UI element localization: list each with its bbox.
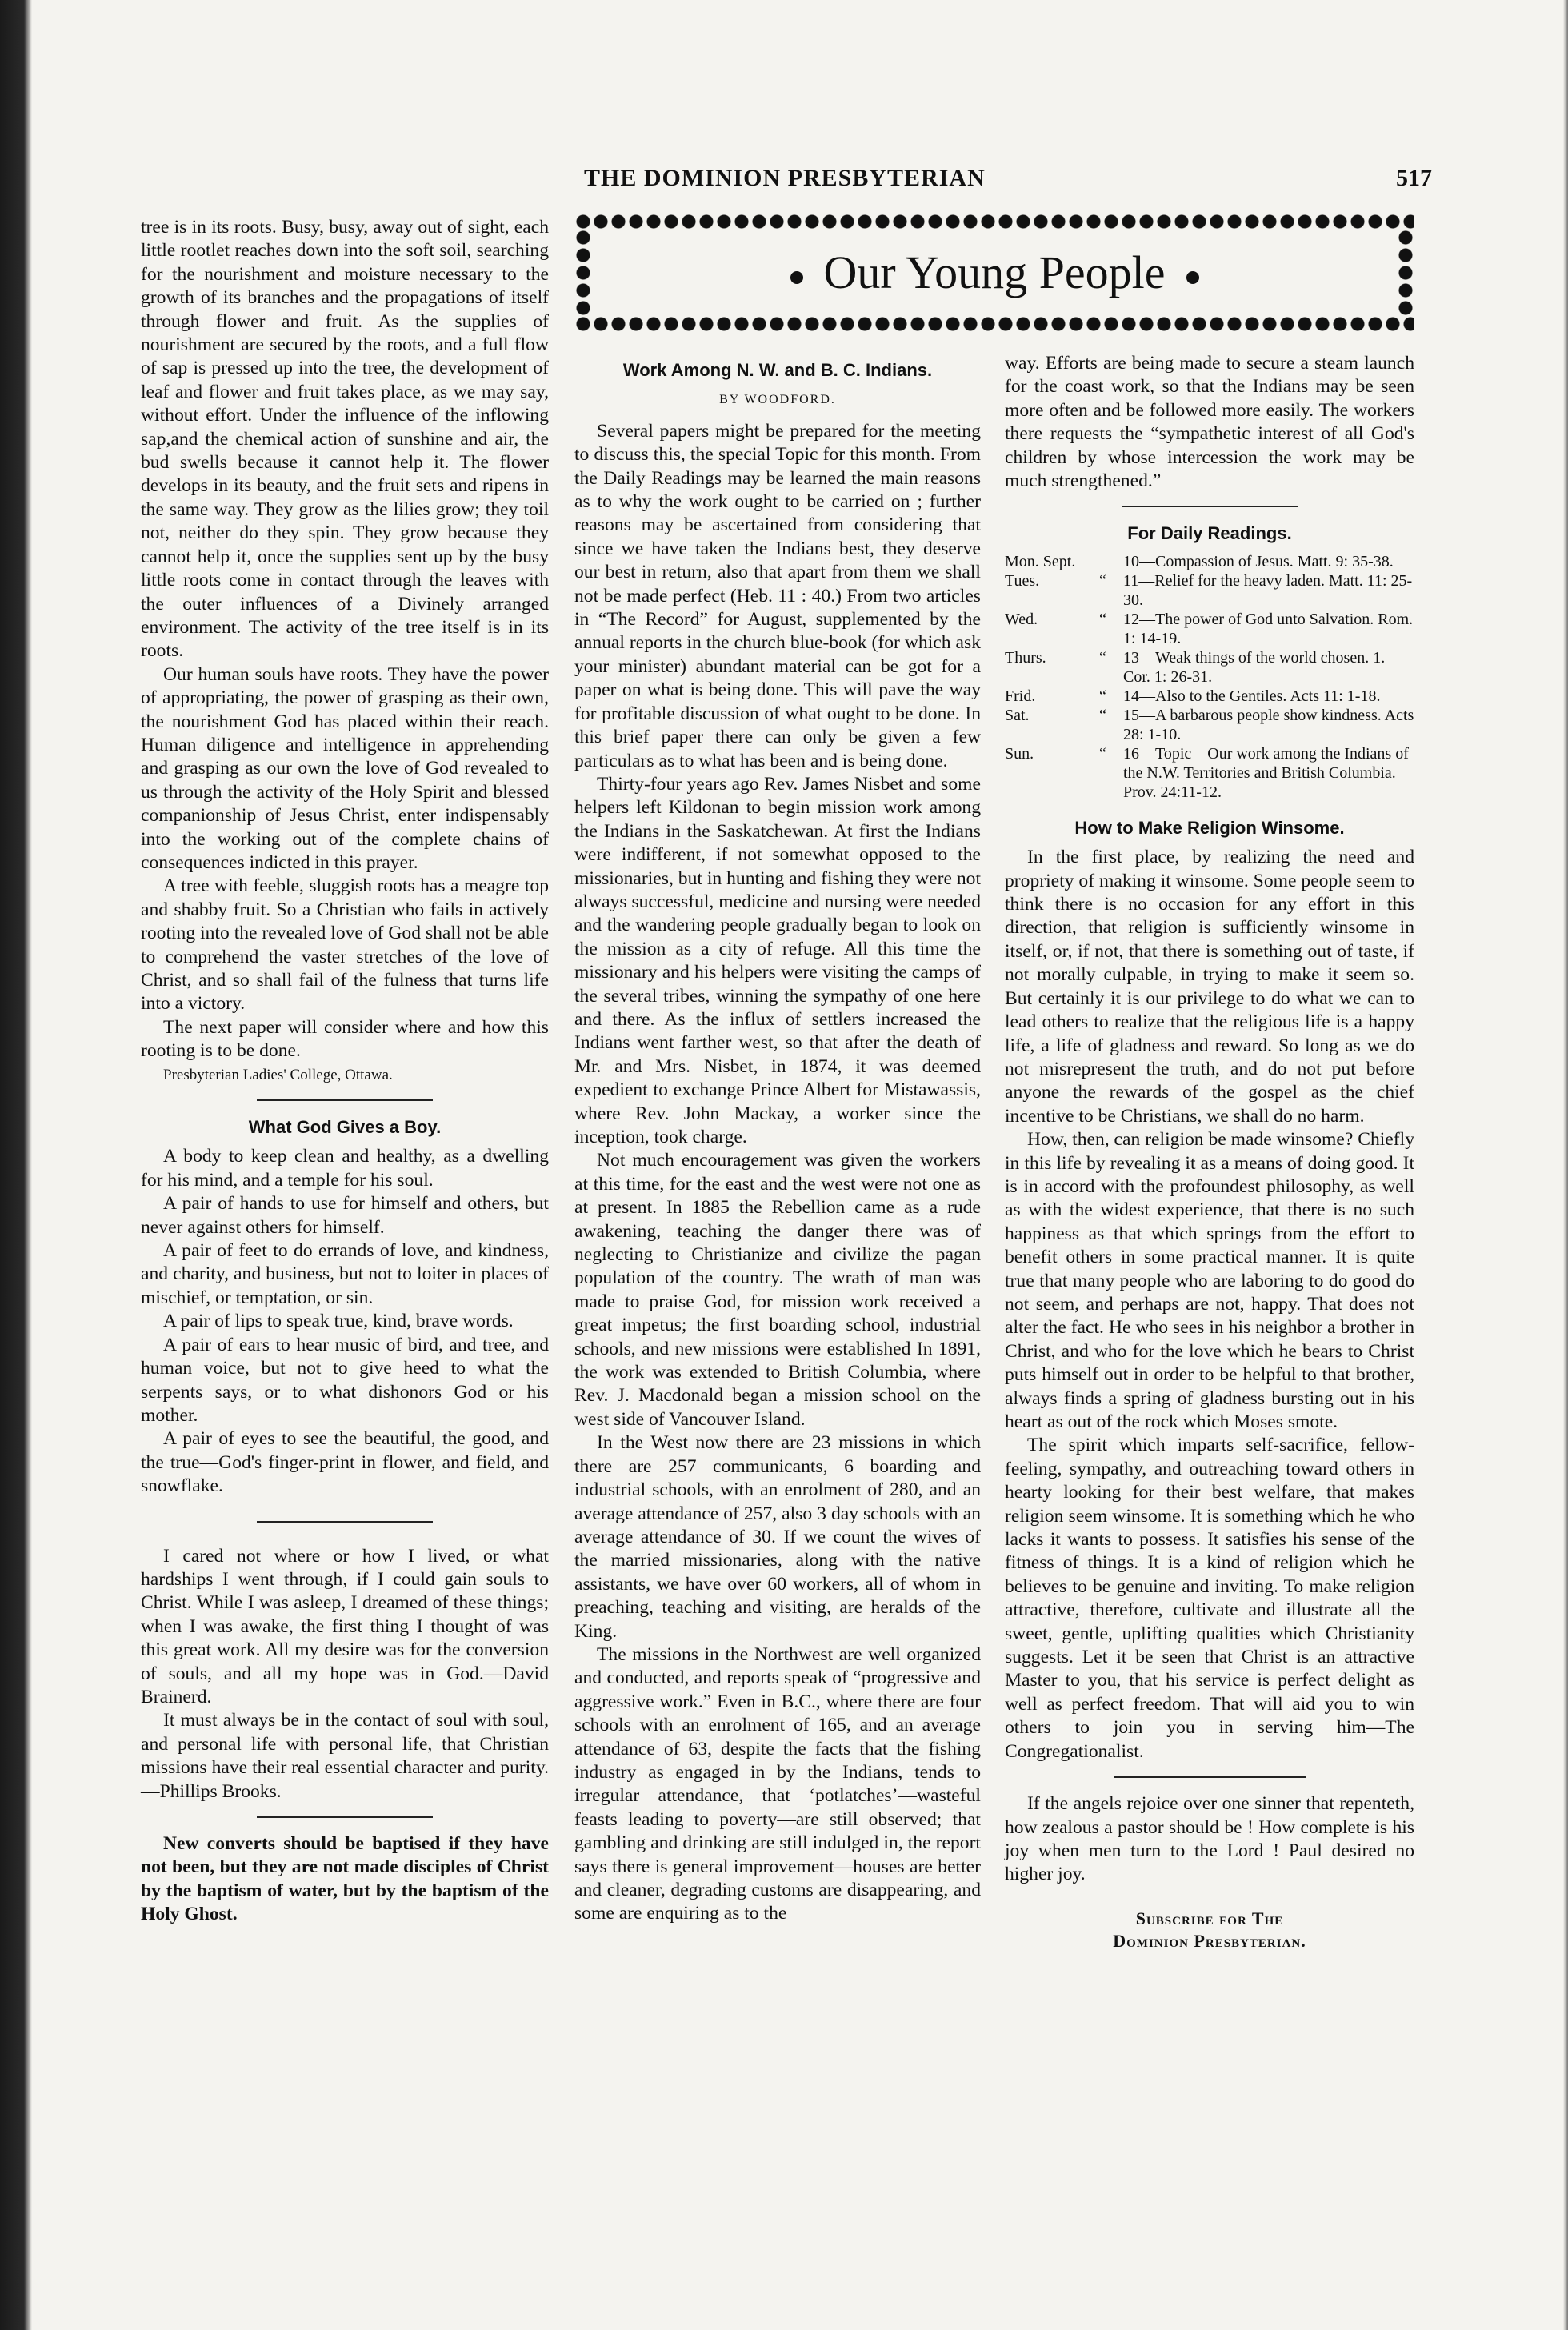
poem-line: A body to keep clean and healthy, as a dwelling for his mind, and a temple for his soul. xyxy=(141,1146,549,1191)
reading-text: 10—Compassion of Jesus. Matt. 9: 35-38. xyxy=(1123,552,1394,570)
page-header xyxy=(136,165,1432,205)
poem-line: A pair of eyes to see the beautiful, the good, and the true—God's finger-print in flower, and field, and snowflake. xyxy=(141,1428,549,1497)
reading-row xyxy=(1005,610,1414,648)
subscribe-notice xyxy=(1005,1908,1414,1952)
quote: I cared not where or how I lived, or what hardships I went through, if I could gain souls to Christ. While I was asleep, I dreamed of these things; when I was awake, the first thing I thought of was this great work. All my desire was for the conversion of souls, and all my hope was in God.—David Brainerd. xyxy=(141,1545,549,1707)
paragraph: The missions in the Northwest are well organized and conducted, and reports speak of “progressive and aggressive work.” Even in B.C., where there are four schools with an enrolment of 165, and an average attendance of 63, despite the facts that the fishing industry as engaged in by the Indians, tends to irregular attendance, that ‘potlatches’—wasteful feasts leading to poverty—are still observed; that gambling and drinking are still indulged in, the report says there is general improvement—houses are better and cleaner, degrading customs are disappearing, and some are enquiring as to the xyxy=(574,1643,981,1924)
section-banner xyxy=(574,213,1414,333)
reading-row xyxy=(1005,648,1414,687)
reading-day: Sun. xyxy=(1005,744,1034,763)
running-title: THE DOMINION PRESBYTERIAN xyxy=(584,165,986,191)
column-right xyxy=(1005,352,1414,1952)
reading-text: 15—A barbarous people show kindness. Acts 28: 1-10. xyxy=(1123,706,1414,743)
reading-ditto: “ xyxy=(1099,610,1106,628)
paragraph: A tree with feeble, sluggish roots has a meagre top and shabby fruit. So a Christian who fails in actively rooting into the revealed love of God shall not be able to comprehend the vaster stretches of the love of Christ, and so shall fail of the fulness that turns life into a victory. xyxy=(141,875,549,1015)
poem-title: What God Gives a Boy. xyxy=(248,1117,442,1138)
subscribe-line: Subscribe for The xyxy=(1135,1908,1284,1928)
readings-title: For Daily Readings. xyxy=(1127,523,1292,544)
reading-ditto: “ xyxy=(1099,687,1106,705)
poem-line: A pair of lips to speak true, kind, brave words. xyxy=(163,1311,514,1332)
divider xyxy=(257,1816,433,1818)
divider xyxy=(1122,506,1298,507)
poem-line: A pair of feet to do errands of love, and kindness, and charity, and business, but not to loiter in places of mischief, or temptation, or sin. xyxy=(141,1240,549,1308)
religion-title: How to Make Religion Winsome. xyxy=(1074,817,1345,838)
reading-day: Tues. xyxy=(1005,571,1040,590)
paragraph: In the West now there are 23 missions in which there are 257 communicants, 6 boarding and industrial schools, with an enrolment of 280, and an average attendance of 257, also 3 day schools with an average attendance of 30. If we count the wives of the married missionaries, along with the native assistants, we have over 60 workers, all of whom in preaching, teaching and visiting, are heralds of the King. xyxy=(574,1432,981,1642)
paragraph: The next paper will consider where and how this rooting is to be done. xyxy=(141,1016,549,1062)
reading-row xyxy=(1005,552,1414,571)
paragraph: Not much encouragement was given the workers at this time, for the east and the west were not one as at present. In 1885 the Rebellion came as a rude awakening, teaching the danger there was of neglecting to Christianize and civilize the pagan population of the country. The wrath of man was made to praise God, for mission work received a great impetus; the first boarding school, industrial schools, and new missions were established In 1891, the work was extended to British Columbia, where Rev. J. Macdonald began a mission school on the west side of Vancouver Island. xyxy=(574,1150,981,1430)
poem-line: A pair of ears to hear music of bird, and tree, and human voice, but not to give heed to what the serpents says, or to what dishonors God or his mother. xyxy=(141,1334,549,1426)
subscribe-line: Dominion Presbyterian. xyxy=(1113,1930,1306,1951)
reading-day: Sat. xyxy=(1005,706,1030,724)
column-middle xyxy=(574,352,981,1926)
reading-day: Wed. xyxy=(1005,610,1038,628)
reading-text: 11—Relief for the heavy laden. Matt. 11: 25-30. xyxy=(1123,571,1413,609)
paragraph: Our human souls have roots. They have the power of appropriating, the power of grasping as their own, the nourishment God has placed within their reach. Human diligence and intelligence in apprehending and grasping as our own the love of God revealed to us through the activity of the Holy Spirit and blessed companionship of Jesus Christ, enter indispensably into the working out of the complete chains of consequences indicted in this prayer. xyxy=(141,663,549,873)
divider xyxy=(1114,1776,1306,1778)
paragraph: Thirty-four years ago Rev. James Nisbet and some helpers left Kildonan to begin mission work among the Indians in the Saskatchewan. At first the Indians were indifferent, if not somewhat opposed to the missionaries, but in hunting and fishing they were not always successful, medicine and nursing were needed and the wandering people gradually began to look on the mission as a city of refuge. All this time the missionary and his helpers were visiting the camps of the several tribes, winning the sympathy of one here and there. As the influx of settlers increased the Indians went farther west, so that after the death of Mr. and Mrs. Nisbet, in 1874, it was deemed expedient to exchange Prince Albert for Mistawassis, where Rev. John Mackay, a worker since the inception, took charge. xyxy=(574,773,981,1147)
reading-ditto: “ xyxy=(1099,648,1106,667)
paragraph: In the first place, by realizing the need and propriety of making it winsome. Some people seem to think there is no occasion for any effort in this direction, that religion is sufficiently winsome in itself, or, if not, that there is something out of taste, if not morally culpable, in trying to make it seem so. But certainly it is our privilege to do what we can to lead others to realize that the religious life is a happy life, a life of gladness and reward. So long as we do not misrepresent the truth, and do not put before anyone the rewards of the gospel as the chief incentive to be Christians, we shall do no harm. xyxy=(1005,847,1414,1127)
paragraph: tree is in its roots. Busy, busy, away out of sight, each little rootlet reaches down into the soft soil, searching for the nourishment and moisture necessary to the growth of its branches and the propagations of itself through flower and fruit. As the supplies of nourishment are secured by the roots, and a full flow of sap is pressed up into the tree, the development of leaf and flower and fruit takes place, as we may say, without effort. Under the influence of the inflowing sap,and the chemical action of sunshine and air, the bud swells because it cannot help it. The flower develops in its beauty, and the fruit sets and ripens in the same way. They grow as the lilies grow; they toil not, neither do they spin. They grow because they cannot help it, once the supplies sent up by the busy little roots come in contact through the leaves with the outer influences of a Divinely arranged environment. The activity of the tree itself is in its roots. xyxy=(141,217,549,662)
poem-line: A pair of hands to use for himself and others, but never against others for himself. xyxy=(141,1193,549,1238)
reading-day: Thurs. xyxy=(1005,648,1046,667)
paragraph: How, then, can religion be made winsome? Chiefly in this life by revealing it as a means of doing good. It is in accord with the profoundest philosophy, as well as with the widest experience, that there is no such happiness as that which springs from the effort to benefit others in some practical manner. It is quite true that many people who are laboring to do good do not seem, and perhaps are not, happy. That does not alter the fact. He who sees in his neighbor a brother in Christ, and who for the love which he bears to Christ puts himself out in order to be helpful to that brother, always finds a spring of gladness bursting out in his heart as out of the rock which Moses smote. xyxy=(1005,1129,1414,1432)
banner-heading xyxy=(574,245,1414,301)
reading-ditto: “ xyxy=(1099,744,1106,763)
reading-row xyxy=(1005,706,1414,744)
reading-ditto xyxy=(1099,552,1123,571)
reading-day: Mon. Sept. xyxy=(1005,552,1076,570)
binding-shadow xyxy=(0,0,32,2330)
column-left xyxy=(141,216,549,1927)
paragraph: If the angels rejoice over one sinner that repenteth, how zealous a pastor should be ! How complete is his joy when men turn to the Lord ! Paul desired no higher joy. xyxy=(1005,1793,1414,1885)
reading-row xyxy=(1005,744,1414,802)
page-number: 517 xyxy=(1396,165,1432,191)
divider xyxy=(257,1099,433,1101)
page-edge xyxy=(1563,0,1568,2330)
daily-readings-list xyxy=(1005,552,1414,802)
banner-dot-border-top xyxy=(574,213,1414,230)
reading-ditto: “ xyxy=(1099,706,1106,724)
quote: New converts should be baptised if they have not been, but they are not made disciples of Christ by the baptism of water, but by the baptism of the Holy Ghost. xyxy=(141,1833,549,1925)
reading-text: 12—The power of God unto Salvation. Rom. 1: 14-19. xyxy=(1123,610,1414,647)
reading-ditto: “ xyxy=(1099,571,1106,590)
reading-row xyxy=(1005,571,1414,610)
paragraph: way. Efforts are being made to secure a steam launch for the coast work, so that the Indians may be seen more often and be followed more easily. The workers there requests the “sympathetic interest of all God's children by whose intercession the work may be much strengthened.” xyxy=(1005,353,1414,492)
attribution: Presbyterian Ladies' College, Ottawa. xyxy=(163,1066,393,1083)
reading-row xyxy=(1005,687,1414,706)
reading-text: 16—Topic—Our work among the Indians of the N.W. Territories and British Columbia. Prov. 24:11-12. xyxy=(1123,744,1409,801)
banner-heading-text: Our Young People xyxy=(823,246,1166,298)
paragraph: The spirit which imparts self-sacrifice, fellow-feeling, sympathy, and outreaching toward others in hearty looking for their best welfare, that makes religion seem winsome. It is something which he who lacks it wants to possess. It satisfies his sense of the fitness of things. It is a kind of religion which he believes to be genuine and inviting. To make religion attractive, therefore, cultivate and illustrate all the sweet, gentle, uplifting qualities which Christianity suggests. Let it be seen that Christ is an attractive Master to you, that his service is perfect delight as well as perfect freedom. That will aid you to win others to join you in serving him—The Congregationalist. xyxy=(1005,1435,1414,1762)
article-title: Work Among N. W. and B. C. Indians. xyxy=(622,360,933,380)
divider xyxy=(257,1521,433,1523)
banner-dot-border-bottom xyxy=(574,315,1414,333)
reading-text: 13—Weak things of the world chosen. 1. Cor. 1: 26-31. xyxy=(1123,648,1386,686)
reading-day: Frid. xyxy=(1005,687,1036,705)
quote: It must always be in the contact of soul with soul, and personal life with personal life, that Christian missions have their real essential character and purity.—Phillips Brooks. xyxy=(141,1710,549,1802)
reading-text: 14—Also to the Gentiles. Acts 11: 1-18. xyxy=(1123,687,1381,705)
byline: BY WOODFORD. xyxy=(719,393,836,407)
bullet-icon xyxy=(790,271,803,284)
paragraph: Several papers might be prepared for the meeting to discuss this, the special Topic for this month. From the Daily Readings may be learned the main reasons as to why the work ought to be carried on ; further reasons may be ascertained from considering that since we have taken the Indians best, they deserve our best in return, also that apart from them we shall not be made perfect (Heb. 11 : 40.) From two articles in “The Record” for August, supplemented by the annual reports in the church blue-book (for which ask your minister) abundant material can be got for a paper on what is being done. This will pave the way for profitable discussion of what ought to be done. In this brief paper there can only be given a few particulars as to what has been and is being done. xyxy=(574,420,981,771)
bullet-icon xyxy=(1186,271,1199,284)
